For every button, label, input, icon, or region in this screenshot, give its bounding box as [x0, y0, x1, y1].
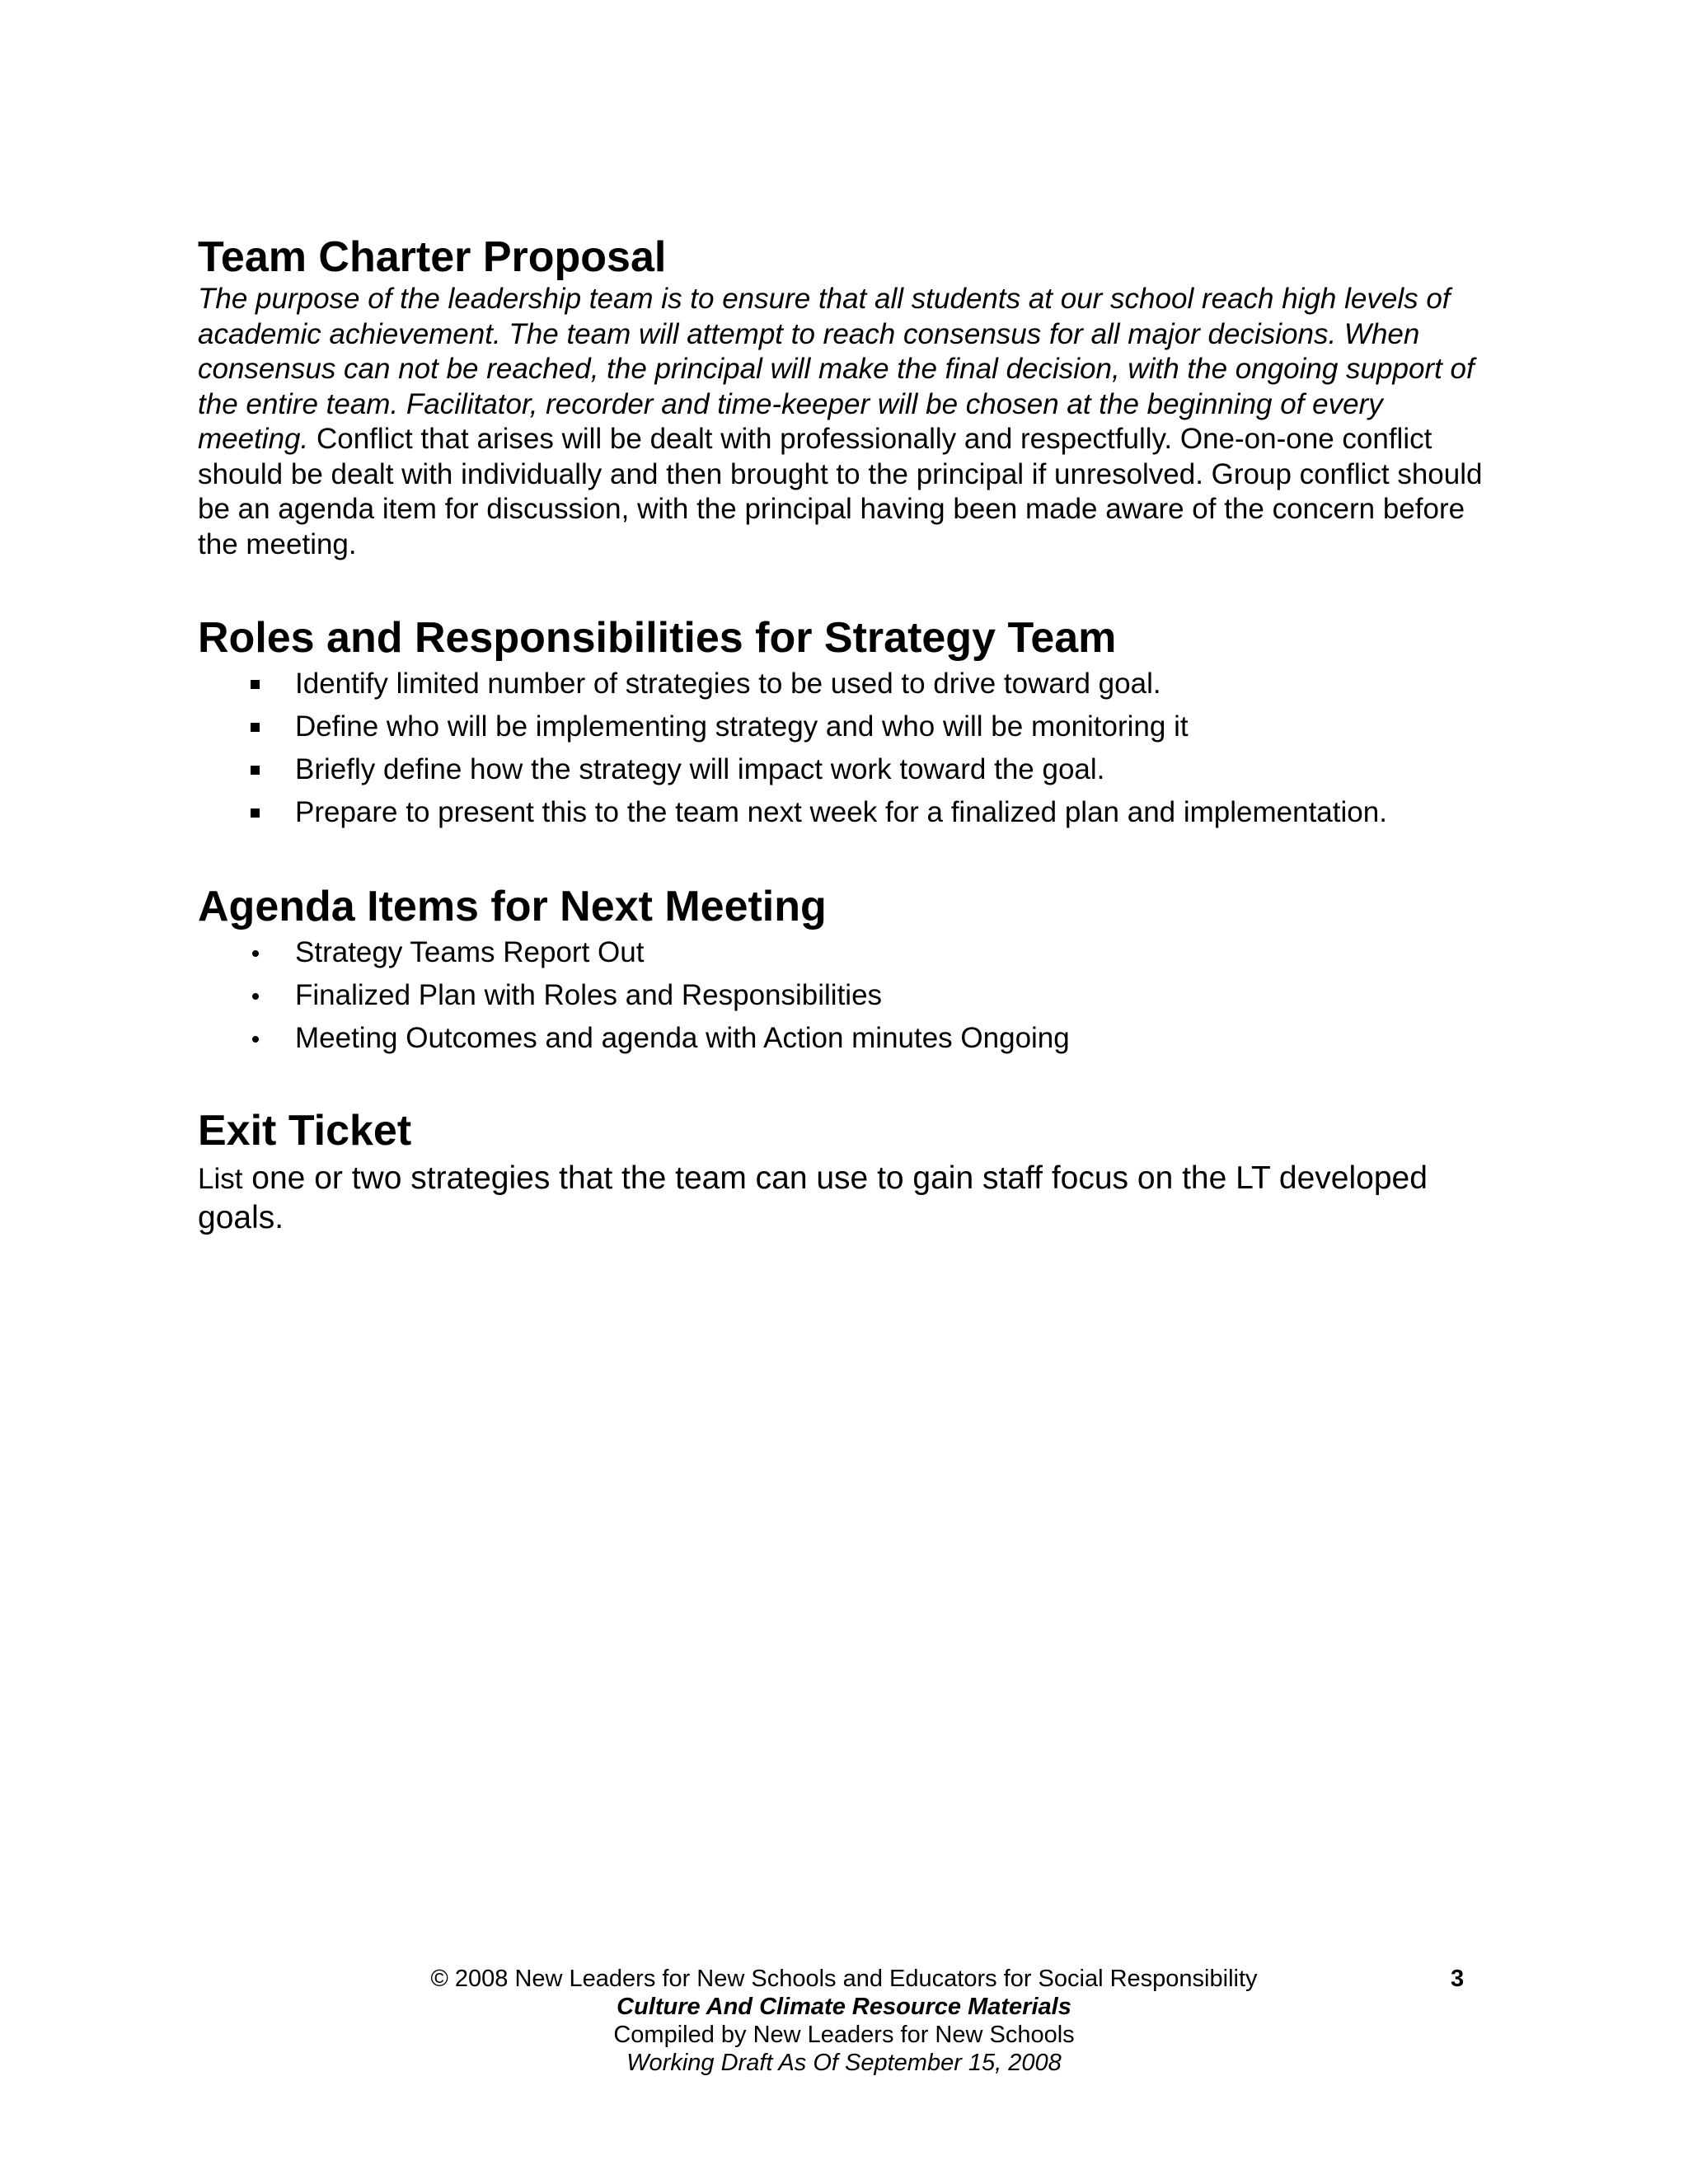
list-item [198, 791, 1484, 834]
charter-plain-text: Conflict that arises will be dealt with professionally and respectfully. One-on-one conflict should be dealt with individually and then brought to the principal if unresolved. Group conflict should be an agenda item for discussion, with the principal having been made aware of the concern before the meeting. [198, 423, 1483, 560]
footer-draft: Working Draft As Of September 15, 2008 [626, 2050, 1062, 2076]
list-item-text: Strategy Teams Report Out [295, 936, 645, 968]
section-title-exit: Exit Ticket [198, 1107, 412, 1155]
list-item-text: Prepare to present this to the team next week for a finalized plan and implementation. [295, 796, 1387, 828]
list-item [198, 931, 1484, 974]
footer-copyright: © 2008 New Leaders for New Schools and Educators for Social Responsibility [430, 1966, 1258, 1992]
document-body [198, 232, 1484, 1237]
page-footer [0, 1965, 1688, 2077]
list-item [198, 748, 1484, 791]
list-item-text: Identify limited number of strategies to be used to drive toward goal. [295, 668, 1161, 700]
charter-paragraph [198, 282, 1484, 562]
page-number: 3 [1451, 1966, 1465, 1992]
exit-lead-word: List [198, 1163, 243, 1195]
list-item [198, 1017, 1484, 1060]
list-item-text: Briefly define how the strategy will impact work toward the goal. [295, 753, 1105, 785]
list-item [198, 974, 1484, 1017]
footer-compiled: Compiled by New Leaders for New Schools [613, 2022, 1075, 2048]
roles-list [198, 663, 1484, 834]
charter-italic-text: The purpose of the leadership team is to ensure that all students at our school reach high levels of academic achievement. The team will attempt to reach consensus for all major decisions. When consensus can not be reached, the principal will make the final decision, with the ongoing support of the entire team. Facilitator, recorder and time-keeper will be chosen at the beginning of every meeting. [198, 283, 1475, 455]
exit-ticket-text [198, 1159, 1484, 1237]
list-item [198, 705, 1484, 748]
list-item-text: Finalized Plan with Roles and Responsibilities [295, 979, 883, 1011]
footer-publication: Culture And Climate Resource Materials [617, 1994, 1071, 2020]
section-title-charter: Team Charter Proposal [198, 233, 667, 281]
list-item [198, 663, 1484, 705]
exit-body: one or two strategies that the team can use to gain staff focus on the LT developed goals. [198, 1160, 1428, 1235]
section-title-agenda: Agenda Items for Next Meeting [198, 883, 827, 930]
list-item-text: Meeting Outcomes and agenda with Action minutes Ongoing [295, 1022, 1070, 1054]
list-item-text: Define who will be implementing strategy and who will be monitoring it [295, 710, 1189, 743]
section-title-roles: Roles and Responsibilities for Strategy Team [198, 614, 1117, 662]
agenda-list [198, 931, 1484, 1060]
